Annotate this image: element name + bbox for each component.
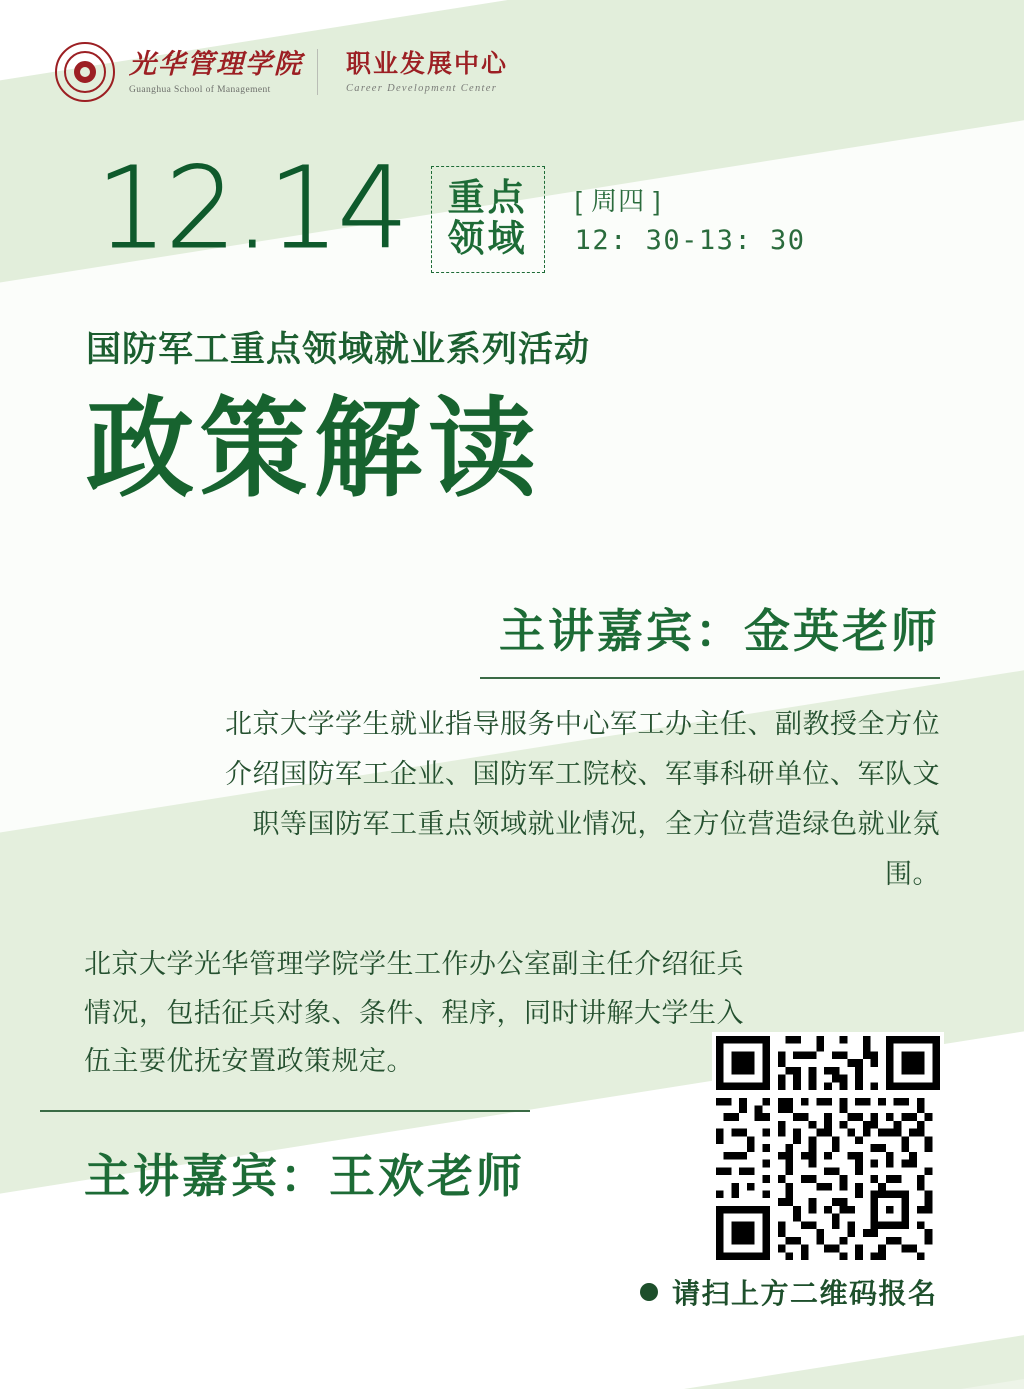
speaker-one-description: 北京大学学生就业指导服务中心军工办主任、副教授全方位介绍国防军工企业、国防军工院校、军事科研单位、军队文职等国防军工重点领域就业情况，全方位营造绿色就业氛围。 <box>225 709 940 889</box>
event-time: 12: 30-13: 30 <box>574 225 806 256</box>
page-title: 政策解读 <box>86 387 543 512</box>
qr-code-icon[interactable] <box>712 1032 944 1264</box>
center-name-cn: 职业发展中心 <box>346 49 509 78</box>
speaker-two-name: 主讲嘉宾：王欢老师 <box>84 1149 525 1203</box>
school-name-en: Guanghua School of Management <box>129 84 271 95</box>
school-logo-block <box>129 49 318 94</box>
brand-header <box>55 42 508 102</box>
divider-left <box>40 1110 530 1112</box>
key-field-badge <box>431 166 545 273</box>
qr-note-row <box>640 1272 938 1312</box>
qr-note-text: 请扫上方二维码报名 <box>672 1278 938 1309</box>
event-weekday: [ 周四 ] <box>574 186 662 216</box>
speaker-one-block <box>480 595 940 679</box>
event-date-row <box>96 144 806 274</box>
university-seal-icon <box>55 42 115 102</box>
bullet-dot-icon <box>640 1283 658 1301</box>
center-logo-block <box>332 50 508 95</box>
speaker-two-description: 北京大学光华管理学院学生工作办公室副主任介绍征兵情况，包括征兵对象、条件、程序，同时讲解大学生入伍主要优抚安置政策规定。 <box>84 949 744 1077</box>
divider-right <box>480 677 940 679</box>
key-field-line-2: 领域 <box>447 218 528 260</box>
qr-code-graphic <box>716 1036 940 1260</box>
school-name-cn: 光华管理学院 <box>129 49 303 80</box>
center-name-en: Career Development Center <box>346 83 498 95</box>
event-datetime-block <box>575 182 806 260</box>
event-date: 12.14 <box>96 144 407 274</box>
key-field-line-1: 重点 <box>447 177 528 218</box>
speaker-one-name: 主讲嘉宾：金英老师 <box>499 604 940 658</box>
series-title: 国防军工重点领域就业系列活动 <box>86 330 591 369</box>
